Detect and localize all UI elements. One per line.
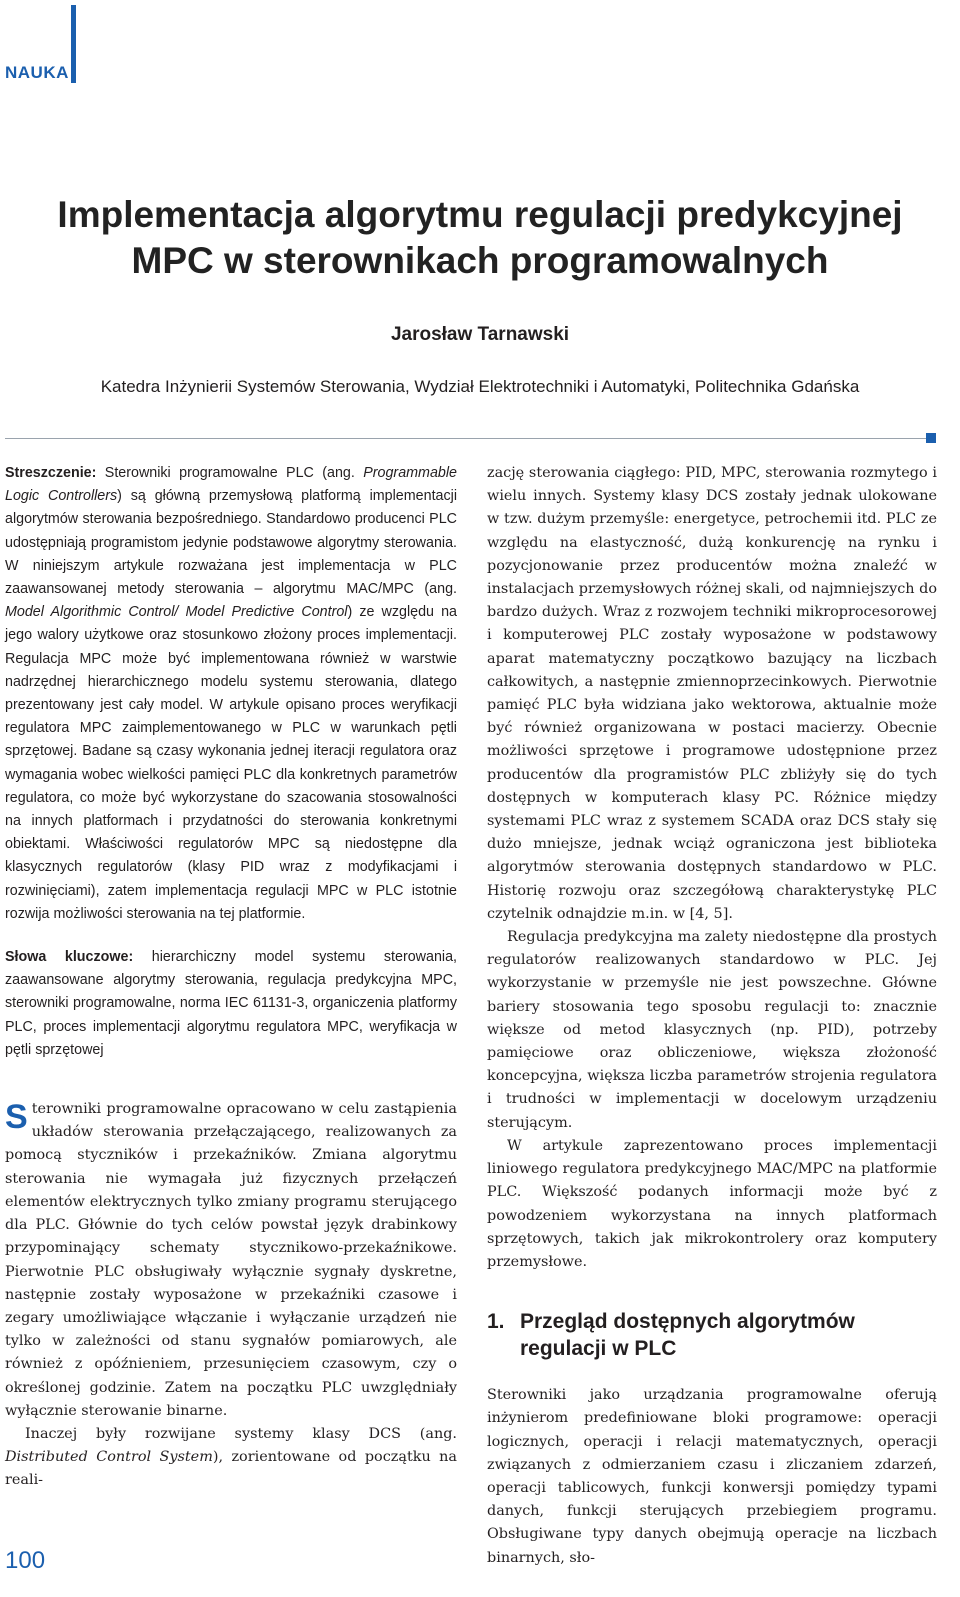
section-1-paragraph-1: Sterowniki jako urządzania programowalne oferują inżynierom predefiniowane bloki programowe: operacji logicznych, operacji i relacji matematycznych, operacji związanych z odmierzaniem czasu i zliczaniem zdarzeń, operacji tablicowych, funkcji konwersji pomiędzy typami danych, funkcji sterujących przebiegiem programu. Obsługiwane typy danych obejmują operacje na liczbach binarnych, sło- [487,1387,937,1566]
author-affiliation: Katedra Inżynierii Systemów Sterowania, Wydział Elektrotechniki i Automatyki, Politechnika Gdańska [100,377,860,396]
section-1-number: 1. [487,1310,505,1334]
intro-paragraph-2-text-b: ), zorientowane od początku na reali- [5,1449,457,1489]
section-1-title: Przegląd dostępnych algorytmów regulacji w PLC [520,1310,855,1361]
keywords-label: Słowa kluczowe: [5,949,134,966]
section-accent-bar [71,5,76,83]
section-label: NAUKA [5,63,69,82]
intro-paragraph-2-continued: zację sterowania ciągłego: PID, MPC, sterowania rozmytego i wielu innych. Systemy klasy DCS zostały jednak ulokowane w tzw. dużym przemyśle: energetyce, petrochemii itd. PLC ze względu na elastyczność, dużą konkurencję na rynku i pozycjonowanie przez producentów można znaleźć w instalacjach przemysłowych różnej skali, od najmniejszych do bardzo dużych. Wraz z rozwojem techniki mikroprocesorowej i komputerowej PLC zostały wyposażone w podstawowy aparat matematyczny początkowo bazujący na liczbach całkowitych, a następnie zmiennoprzecinkowych. Pierwotnie pamięć PLC była widziana jako wektorowa, aktualnie może być również organizowana w postaci macierzy. Obecnie możliwości sprzętowe i programowe udostępnione przez producentów dla programistów PLC zbliżyły się do tych dostępnych w komputerach klasy PC. Różnice między systemami PLC wraz z systemem SCADA oraz DCS stały się dużo mniejsze, jednak wciąż ograniczona jest biblioteka algorytmów sterowania dostępnych standardowo w PLC. Historię rozwoju oraz szczegółową charakterystykę PLC czytelnik odnajdzie m.in. w [4, 5]. [487,465,937,922]
intro-paragraph-2-italic: Distributed Control System [5,1449,213,1466]
abstract-italic-1: Programmable Logic Controllers [5,465,457,505]
section-1-heading [487,1308,937,1362]
author-name: Jarosław Tarnawski [390,324,570,345]
keywords [5,946,457,1062]
article-title [0,192,960,284]
abstract-label: Streszczenie: [5,465,97,481]
abstract-text-3: ) ze względu na jego walory użytkowe oraz stosunkowo złożony proces implementacji. Regulacja MPC może być implementowana również w warstwie nadrzędnej hierarchicznego modelu systemu sterowania, dlatego prezentowany jest cały model. W artykule opisano proces weryfikacji regulatora MPC zaimplementowanego w PLC w warunkach pętli sprzętowej. Badane są czasy wykonania jednej iteracji regulatora oraz wymagania wobec wielkości pamięci PLC dla konkretnych parametrów regulatora, co może być wykorzystane do szacowania stosowalności na innych platformach i przydatności do sterowania konkretnymi obiektami. Właściwości regulatorów MPC są niedostępne dla klasycznych regulatorów (klasy PID wraz z modyfikacjami i rozwinięciami), zatem implementacja regulacji MPC w PLC istotnie rozwija możliwości sterowania na tej platformie. [5,604,457,922]
drop-cap: S [5,1098,28,1137]
right-column [487,462,937,1570]
header-divider [5,438,927,439]
intro-paragraph-4: W artykule zaprezentowano proces implementacji liniowego regulatora predykcyjnego MAC/MPC na platformie PLC. Większość podanych informacji może być z powodzeniem wykorzystana na innych platformach sprzętowych, takich jak mikrokontrolery oraz komputery przemysłowe. [487,1137,937,1270]
title-line-1: Implementacja algorytmu regulacji predykcyjnej [57,194,903,235]
abstract-italic-2: Model Algorithmic Control/ Model Predictive Control [5,604,348,621]
left-column [5,462,457,1493]
title-line-2: MPC w sterownikach programowalnych [131,240,829,281]
abstract-text-1: Sterowniki programowalne PLC (ang. [96,465,364,481]
intro-paragraph-2-start [5,1423,457,1493]
abstract [5,462,457,926]
keywords-text: hierarchiczny model systemu sterowania, zaawansowane algorytmy sterowania, regulacja predykcyjna MPC, sterowniki programowalne, norma IEC 61131-3, organiczenia platformy PLC, proces implementacji algorytmu regulatora MPC, weryfikacja w pętli sprzętowej [5,949,457,1058]
page-number: 100 [5,1547,46,1574]
intro-paragraph-1 [5,1098,457,1423]
intro-paragraph-1-text: terowniki programowalne opracowano w celu zastąpienia układów sterowania przełączającego, realizowanych za pomocą styczników i przekaźników. Zmiana algorytmu sterowania nie wymagała już fizycznych przełączeń elementów elektrycznych tylko zmiany programu sterującego dla PLC. Głównie do tych celów powstał język drabinkowy przypominający schematy stycznikowo-przekaźnikowe. Pierwotnie PLC obsługiwały wyłącznie sygnały dyskretne, następnie zostały wyposażone w przekaźniki czasowe i zegary umożliwiające włączanie i wyłączanie urządzeń nie tylko w zależności od stanu sygnałów pomiarowych, ale również z opóźnieniem, przesunięciem czasowym, czy o określonej godzinie. Zatem na początku PLC uwzględniały wyłącznie sterowanie binarne. [5,1101,457,1419]
intro-paragraph-3: Regulacja predykcyjna ma zalety niedostępne dla prostych regulatorów realizowanych standardowo w PLC. Jej wykorzystanie w przemyśle nie jest powszechne. Główne bariery stosowania tego sposobu regulacji to: znacznie większe od metod klasycznych (np. PID), potrzeby pamięciowe oraz obliczeniowe, większa złożoność koncepcyjna, większa liczba parametrów strojenia regulatora i trudności w implementacji w docelowym urządzeniu sterującym. [487,929,937,1131]
divider-square-marker [926,433,936,443]
abstract-text-2: ) są główną przemysłową platformą implementacji algorytmów sterowania bezpośredniego. Standardowo producenci PLC udostępniają programistom jedynie podstawowe algorytmy sterowania. W niniejszym artykule rozważana jest implementacja w PLC zaawansowanej metody sterowania – algorytmu MAC/MPC (ang. [5,488,457,598]
intro-paragraph-2-text-a: Inaczej były rozwijane systemy klasy DCS (ang. [25,1425,457,1442]
